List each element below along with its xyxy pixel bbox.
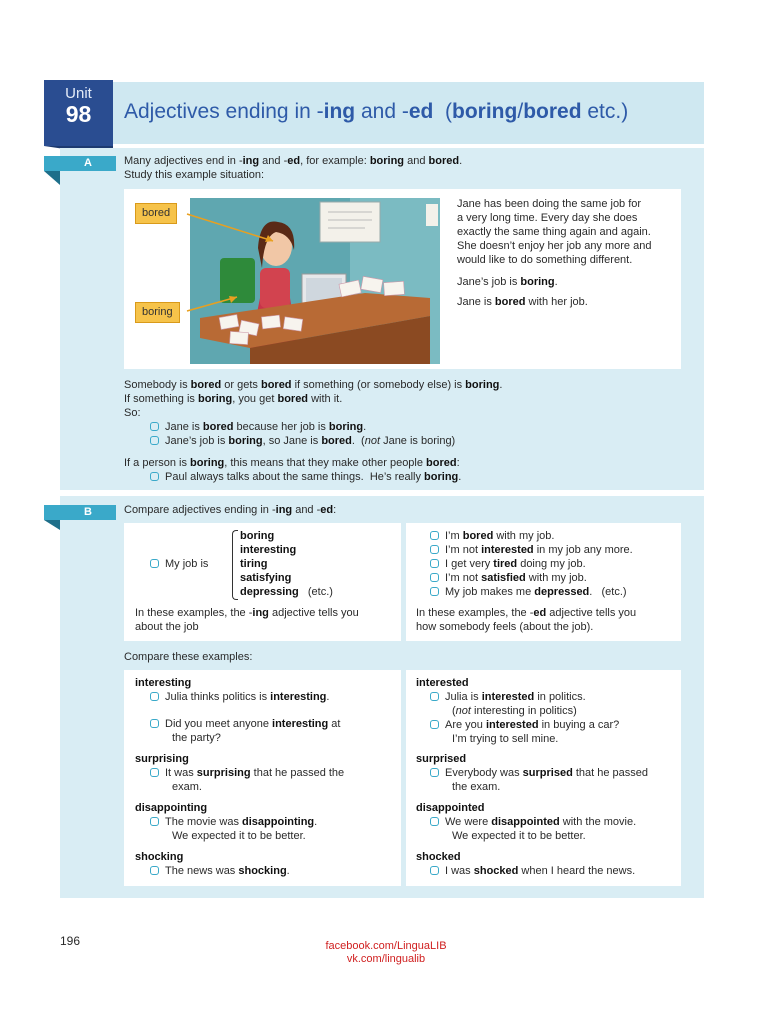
bullet-icon (430, 573, 439, 582)
right-heading-2: surprised (416, 753, 467, 765)
bullet-icon (150, 768, 159, 777)
label-arrows (185, 205, 295, 325)
right-example-5: I was shocked when I heard the news. (430, 864, 635, 878)
my-job-is: My job is (150, 557, 208, 571)
bullet-icon (150, 719, 159, 728)
bullet-icon (430, 531, 439, 540)
compare-heading: Compare these examples: (124, 651, 253, 663)
story-line-4: She doesn’t enjoy her job any more and (457, 240, 652, 252)
footer-link-vk[interactable]: vk.com/lingualib (346, 953, 426, 965)
left-heading-1: interesting (135, 677, 192, 689)
left-example-4b: We expected it to be better. (172, 830, 306, 842)
explanation-line-4: If a person is boring, this means that they make other people bored: (124, 457, 460, 469)
right-example-3: Everybody was surprised that he passed (430, 766, 648, 780)
explanation-so: So: (124, 407, 141, 419)
explanation-line-1: Somebody is bored or gets bored if something (or somebody else) is boring. (124, 379, 503, 391)
ed-line-3: I get very tired doing my job. (430, 557, 586, 571)
page-number: 196 (60, 934, 81, 948)
story-job-boring: Jane’s job is boring. (457, 276, 558, 288)
ed-line-5: My job makes me depressed. (etc.) (430, 585, 627, 599)
left-example-5: The news was shocking. (150, 864, 290, 878)
example-bullet-1: Jane is bored because her job is boring. (150, 420, 366, 434)
ing-note-2: about the job (135, 621, 199, 633)
bullet-icon (150, 472, 159, 481)
story-job-bored: Jane is bored with her job. (457, 296, 588, 308)
section-divider (60, 490, 704, 496)
bullet-icon (430, 866, 439, 875)
bullet-icon (430, 817, 439, 826)
section-a-tag-fold (44, 171, 60, 185)
section-b-tag-fold (44, 520, 60, 530)
section-b-tag-tab (44, 505, 60, 520)
ing-note-1: In these examples, the -ing adjective tells you (135, 607, 359, 619)
explanation-line-2: If something is boring, you get bored with it. (124, 393, 343, 405)
unit-badge (44, 80, 113, 146)
left-example-3: It was surprising that he passed the (150, 766, 344, 780)
bullet-icon (430, 692, 439, 701)
unit-label: Unit (65, 85, 92, 102)
example-bullet-2: Jane’s job is boring, so Jane is bored. (not Jane is boring) (150, 434, 455, 448)
story-line-5: would like to do something different. (457, 254, 633, 266)
bullet-icon (150, 559, 159, 568)
left-example-2: Did you meet anyone interesting at (150, 717, 340, 731)
bullet-icon (150, 817, 159, 826)
section-a-intro-2: Study this example situation: (124, 169, 265, 181)
left-example-2b: the party? (172, 732, 221, 744)
story-line-3: exactly the same thing again and again. (457, 226, 651, 238)
brace (232, 530, 238, 600)
label-boring: boring (135, 302, 180, 323)
left-example-1: Julia thinks politics is interesting. (150, 690, 329, 704)
bullet-icon (430, 587, 439, 596)
right-heading-3: disappointed (416, 802, 485, 814)
bullet-icon (430, 545, 439, 554)
ed-line-2: I’m not interested in my job any more. (430, 543, 633, 557)
ing-word-5: depressing (etc.) (240, 586, 333, 598)
bullet-icon (430, 559, 439, 568)
ing-word-4: satisfying (240, 572, 292, 584)
story-line-2: a very long time. Every day she does (457, 212, 638, 224)
right-example-2: Are you interested in buying a car? (430, 718, 619, 732)
right-example-3b: the exam. (452, 781, 501, 793)
right-example-1b: (not interesting in politics) (452, 705, 577, 717)
right-heading-1: interested (416, 677, 469, 689)
left-heading-3: disappointing (135, 802, 208, 814)
bullet-icon (430, 720, 439, 729)
left-heading-2: surprising (135, 753, 189, 765)
bullet-icon (150, 422, 159, 431)
section-a-intro-1: Many adjectives end in -ing and -ed, for example: boring and bored. (124, 155, 463, 167)
right-example-4b: We expected it to be better. (452, 830, 586, 842)
ed-note-1: In these examples, the -ed adjective tells you (416, 607, 637, 619)
bullet-icon (150, 436, 159, 445)
ed-note-2: how somebody feels (about the job). (416, 621, 594, 633)
label-bored: bored (135, 203, 177, 224)
section-b-intro: Compare adjectives ending in -ing and -ed: (124, 504, 337, 516)
right-heading-4: shocked (416, 851, 461, 863)
right-example-4: We were disappointed with the movie. (430, 815, 636, 829)
page-title: Adjectives ending in -ing and -ed (boring/bored etc.) (124, 100, 629, 123)
section-b-tag: B (60, 505, 116, 520)
bullet-icon (430, 768, 439, 777)
example-bullet-3: Paul always talks about the same things. He’s really boring. (150, 470, 461, 484)
bullet-icon (150, 866, 159, 875)
unit-number: 98 (65, 101, 92, 127)
ed-line-1: I’m bored with my job. (430, 529, 554, 543)
left-heading-4: shocking (135, 851, 184, 863)
right-example-1: Julia is interested in politics. (430, 690, 586, 704)
ing-word-3: tiring (240, 558, 268, 570)
left-example-4: The movie was disappointing. (150, 815, 317, 829)
section-a-tag-tab (44, 156, 60, 171)
ed-line-4: I’m not satisfied with my job. (430, 571, 587, 585)
section-a-tag: A (60, 156, 116, 171)
story-line-1: Jane has been doing the same job for (457, 198, 642, 210)
ing-word-1: boring (240, 530, 275, 542)
right-example-2b: I’m trying to sell mine. (452, 733, 559, 745)
left-example-3b: exam. (172, 781, 202, 793)
footer-link-facebook[interactable]: facebook.com/LinguaLIB (325, 940, 447, 952)
ing-word-2: interesting (240, 544, 297, 556)
bullet-icon (150, 692, 159, 701)
